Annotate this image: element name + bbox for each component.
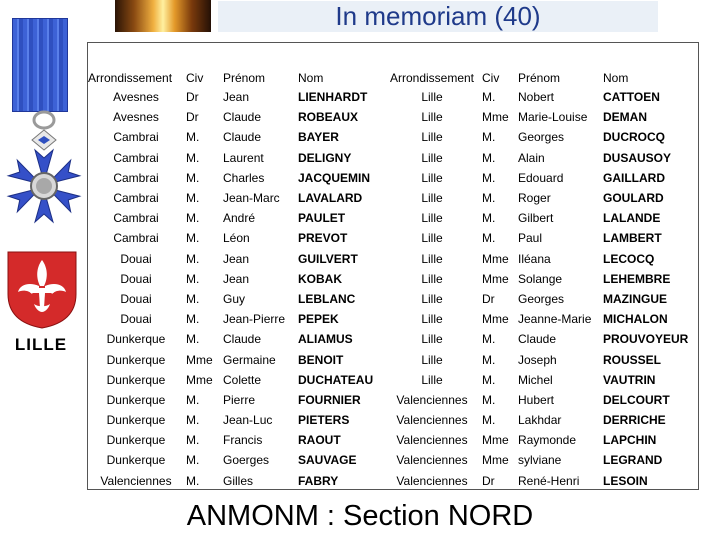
- cell-nom-2: DUSAUSOY: [603, 150, 672, 165]
- table-row: [88, 188, 698, 208]
- cell-prenom: Léon: [223, 231, 250, 246]
- table-row: [88, 249, 698, 269]
- cell-nom: LIENHARDT: [298, 90, 368, 105]
- cell-civ: M.: [186, 433, 200, 448]
- header-civ: Civ: [186, 71, 204, 85]
- cell-arrondissement-2: Lille: [421, 291, 443, 306]
- cell-nom: GUILVERT: [298, 251, 358, 266]
- cell-civ: M.: [186, 130, 200, 145]
- cell-nom-2: PROUVOYEUR: [603, 332, 689, 347]
- cell-nom-2: LEHEMBRE: [603, 271, 671, 286]
- cell-civ-2: Mme: [482, 110, 509, 125]
- cell-civ-2: M.: [482, 372, 496, 387]
- cell-prenom-2: Edouard: [518, 170, 564, 185]
- cell-civ: M.: [186, 392, 200, 407]
- cell-prenom-2: Raymonde: [518, 433, 577, 448]
- cell-civ-2: Mme: [482, 453, 509, 468]
- cell-civ-2: Mme: [482, 433, 509, 448]
- cell-arrondissement: Dunkerque: [106, 413, 166, 428]
- cell-nom: RAOUT: [298, 433, 341, 448]
- table-row: [88, 450, 698, 470]
- cell-civ-2: M.: [482, 231, 496, 246]
- cell-arrondissement-2: Valenciennes: [396, 392, 468, 407]
- cell-prenom: Jean: [223, 90, 250, 105]
- cell-civ-2: M.: [482, 332, 496, 347]
- cell-civ: Mme: [186, 372, 213, 387]
- cell-civ: M.: [186, 191, 200, 206]
- cell-arrondissement-2: Lille: [421, 332, 443, 347]
- cell-prenom-2: Solange: [518, 271, 563, 286]
- table-row: [88, 390, 698, 410]
- cell-prenom-2: Gilbert: [518, 211, 554, 226]
- cell-nom: KOBAK: [298, 271, 342, 286]
- cell-nom-2: ROUSSEL: [603, 352, 662, 367]
- cell-civ-2: Mme: [482, 312, 509, 327]
- cell-arrondissement: Dunkerque: [106, 392, 166, 407]
- header-nom-2: Nom: [603, 71, 629, 85]
- cell-arrondissement-2: Lille: [421, 352, 443, 367]
- cell-arrondissement-2: Lille: [421, 211, 443, 226]
- cell-nom-2: DELCOURT: [603, 392, 670, 407]
- cell-arrondissement-2: Valenciennes: [396, 453, 468, 468]
- cell-nom: DUCHATEAU: [298, 372, 374, 387]
- cell-civ-2: M.: [482, 150, 496, 165]
- cell-nom-2: LESOIN: [603, 473, 648, 488]
- cell-nom: PIETERS: [298, 413, 350, 428]
- page-title: In memoriam (40): [335, 1, 541, 31]
- memorial-table: [88, 43, 698, 491]
- cell-civ: M.: [186, 170, 200, 185]
- header-civ-2: Civ: [482, 71, 500, 85]
- cell-civ: M.: [186, 413, 200, 428]
- cell-nom: ROBEAUX: [298, 110, 359, 125]
- cell-civ: M.: [186, 473, 200, 488]
- cell-civ-2: Dr: [482, 473, 495, 488]
- cell-arrondissement-2: Lille: [421, 372, 443, 387]
- cell-civ: M.: [186, 312, 200, 327]
- cell-arrondissement-2: Lille: [421, 231, 443, 246]
- cell-civ-2: Mme: [482, 271, 509, 286]
- cell-civ-2: Dr: [482, 291, 495, 306]
- cell-prenom: Goerges: [223, 453, 270, 468]
- cell-prenom: Colette: [223, 372, 262, 387]
- cell-civ-2: M.: [482, 191, 496, 206]
- cell-prenom-2: Roger: [518, 191, 551, 206]
- cell-nom-2: DERRICHE: [603, 413, 666, 428]
- cell-civ: M.: [186, 271, 200, 286]
- cell-prenom: Charles: [223, 170, 265, 185]
- table-row: [88, 430, 698, 450]
- table-row: [88, 107, 698, 127]
- cell-nom-2: LALANDE: [603, 211, 661, 226]
- cell-arrondissement-2: Lille: [421, 271, 443, 286]
- cell-prenom-2: Claude: [518, 332, 557, 347]
- cell-prenom: Guy: [223, 291, 246, 306]
- cell-prenom: Germaine: [223, 352, 276, 367]
- cell-civ: M.: [186, 453, 200, 468]
- cell-prenom: Claude: [223, 110, 262, 125]
- cell-nom: LEBLANC: [298, 291, 356, 306]
- cell-nom-2: MICHALON: [603, 312, 668, 327]
- cell-arrondissement-2: Valenciennes: [396, 433, 468, 448]
- ribbon-icon: [12, 18, 68, 112]
- cell-arrondissement: Cambrai: [113, 231, 159, 246]
- cell-civ: Dr: [186, 90, 199, 105]
- cell-arrondissement: Avesnes: [113, 110, 159, 125]
- table-row: [88, 349, 698, 369]
- table-row: [88, 208, 698, 228]
- table-row: [88, 370, 698, 390]
- cell-civ: M.: [186, 211, 200, 226]
- cell-arrondissement: Dunkerque: [106, 372, 166, 387]
- cell-prenom-2: Joseph: [518, 352, 557, 367]
- cell-civ: M.: [186, 332, 200, 347]
- cell-nom: FABRY: [298, 473, 339, 488]
- cell-civ: Mme: [186, 352, 213, 367]
- cell-arrondissement: Dunkerque: [106, 453, 166, 468]
- table-row: [88, 309, 698, 329]
- cell-prenom-2: Paul: [518, 231, 543, 246]
- table-row: [88, 289, 698, 309]
- cell-nom: FOURNIER: [298, 392, 361, 407]
- lille-shield-icon: [6, 250, 78, 330]
- cell-civ-2: M.: [482, 170, 496, 185]
- cell-prenom: Pierre: [223, 392, 256, 407]
- cell-arrondissement: Valenciennes: [100, 473, 172, 488]
- cell-arrondissement: Douai: [120, 251, 152, 266]
- cell-prenom: Laurent: [223, 150, 264, 165]
- cell-nom-2: MAZINGUE: [603, 291, 667, 306]
- medal-icon: [4, 108, 84, 248]
- cell-prenom: Jean: [223, 251, 250, 266]
- cell-arrondissement-2: Lille: [421, 90, 443, 105]
- cell-arrondissement: Cambrai: [113, 130, 159, 145]
- cell-arrondissement-2: Lille: [421, 251, 443, 266]
- table-row: [88, 471, 698, 491]
- cell-prenom-2: Nobert: [518, 90, 555, 105]
- cell-arrondissement-2: Lille: [421, 130, 443, 145]
- cell-prenom-2: Iléana: [518, 251, 551, 266]
- table-row: [88, 410, 698, 430]
- cell-arrondissement: Dunkerque: [106, 352, 166, 367]
- cell-arrondissement-2: Lille: [421, 150, 443, 165]
- table-row: [88, 148, 698, 168]
- table-row: [88, 329, 698, 349]
- cell-arrondissement: Dunkerque: [106, 433, 166, 448]
- cell-arrondissement-2: Lille: [421, 110, 443, 125]
- table-row: [88, 127, 698, 147]
- cell-arrondissement: Cambrai: [113, 170, 159, 185]
- cell-civ-2: M.: [482, 130, 496, 145]
- cell-nom-2: CATTOEN: [603, 90, 660, 105]
- cell-prenom-2: Lakhdar: [518, 413, 562, 428]
- cell-prenom-2: Alain: [518, 150, 545, 165]
- cell-civ: Dr: [186, 110, 199, 125]
- cell-arrondissement: Cambrai: [113, 191, 159, 206]
- header-photo: [115, 0, 211, 32]
- cell-nom-2: GAILLARD: [603, 170, 665, 185]
- cell-nom-2: LAPCHIN: [603, 433, 657, 448]
- cell-nom-2: GOULARD: [603, 191, 664, 206]
- header-prenom: Prénom: [223, 71, 266, 85]
- cell-arrondissement: Douai: [120, 291, 152, 306]
- cell-civ-2: M.: [482, 392, 496, 407]
- cell-nom-2: VAUTRIN: [603, 372, 656, 387]
- cell-prenom: Claude: [223, 332, 262, 347]
- cell-arrondissement-2: Valenciennes: [396, 413, 468, 428]
- cell-prenom: André: [223, 211, 256, 226]
- cell-civ-2: Mme: [482, 251, 509, 266]
- cell-prenom-2: Hubert: [518, 392, 555, 407]
- cell-nom: SAUVAGE: [298, 453, 357, 468]
- cell-nom-2: DUCROCQ: [603, 130, 665, 145]
- cell-nom: DELIGNY: [298, 150, 352, 165]
- table-row: [88, 87, 698, 107]
- cell-arrondissement-2: Lille: [421, 312, 443, 327]
- cell-nom-2: LEGRAND: [603, 453, 663, 468]
- memorial-table-frame: [87, 42, 699, 490]
- cell-prenom-2: Michel: [518, 372, 553, 387]
- section-footer: ANMONM : Section NORD: [186, 500, 534, 532]
- cell-prenom-2: Marie-Louise: [518, 110, 588, 125]
- cell-nom: ALIAMUS: [298, 332, 353, 347]
- lille-logo-label: LILLE: [14, 335, 68, 354]
- cell-prenom-2: Georges: [518, 130, 565, 145]
- cell-arrondissement-2: Valenciennes: [396, 473, 468, 488]
- cell-nom-2: LAMBERT: [603, 231, 662, 246]
- cell-nom: JACQUEMIN: [298, 170, 371, 185]
- cell-civ-2: M.: [482, 211, 496, 226]
- header-nom: Nom: [298, 71, 324, 85]
- table-row: [88, 228, 698, 248]
- cell-arrondissement-2: Lille: [421, 170, 443, 185]
- cell-civ: M.: [186, 291, 200, 306]
- cell-civ-2: M.: [482, 413, 496, 428]
- cell-prenom: Claude: [223, 130, 262, 145]
- cell-arrondissement: Avesnes: [113, 90, 159, 105]
- table-row: [88, 168, 698, 188]
- cell-prenom-2: Georges: [518, 291, 565, 306]
- cell-arrondissement: Cambrai: [113, 211, 159, 226]
- header-arrondissement-2: Arrondissement: [389, 71, 475, 85]
- cell-civ: M.: [186, 150, 200, 165]
- cell-civ: M.: [186, 231, 200, 246]
- table-header-row: [88, 43, 698, 87]
- cell-prenom-2: sylviane: [518, 453, 562, 468]
- cell-prenom: Jean-Pierre: [223, 312, 286, 327]
- cell-arrondissement: Dunkerque: [106, 332, 166, 347]
- cell-nom: PREVOT: [298, 231, 348, 246]
- cell-nom: PEPEK: [298, 312, 339, 327]
- cell-prenom: Jean-Marc: [223, 191, 280, 206]
- cell-civ-2: M.: [482, 90, 496, 105]
- cell-nom-2: DEMAN: [603, 110, 647, 125]
- cell-nom: BAYER: [298, 130, 339, 145]
- cell-arrondissement-2: Lille: [421, 191, 443, 206]
- header-prenom-2: Prénom: [518, 71, 561, 85]
- cell-prenom: Jean: [223, 271, 250, 286]
- cell-prenom-2: René-Henri: [518, 473, 580, 488]
- cell-civ-2: M.: [482, 352, 496, 367]
- cell-arrondissement: Douai: [120, 312, 152, 327]
- cell-civ: M.: [186, 251, 200, 266]
- table-row: [88, 269, 698, 289]
- header-arrondissement: Arrondissement: [88, 71, 173, 85]
- cell-arrondissement: Cambrai: [113, 150, 159, 165]
- table-body: [88, 87, 698, 491]
- cell-prenom-2: Jeanne-Marie: [518, 312, 592, 327]
- cell-prenom: Jean-Luc: [223, 413, 273, 428]
- cell-prenom: Francis: [223, 433, 263, 448]
- cell-nom: BENOIT: [298, 352, 344, 367]
- cell-nom: LAVALARD: [298, 191, 363, 206]
- cell-prenom: Gilles: [223, 473, 254, 488]
- cell-nom: PAULET: [298, 211, 346, 226]
- cell-arrondissement: Douai: [120, 271, 152, 286]
- cell-nom-2: LECOCQ: [603, 251, 655, 266]
